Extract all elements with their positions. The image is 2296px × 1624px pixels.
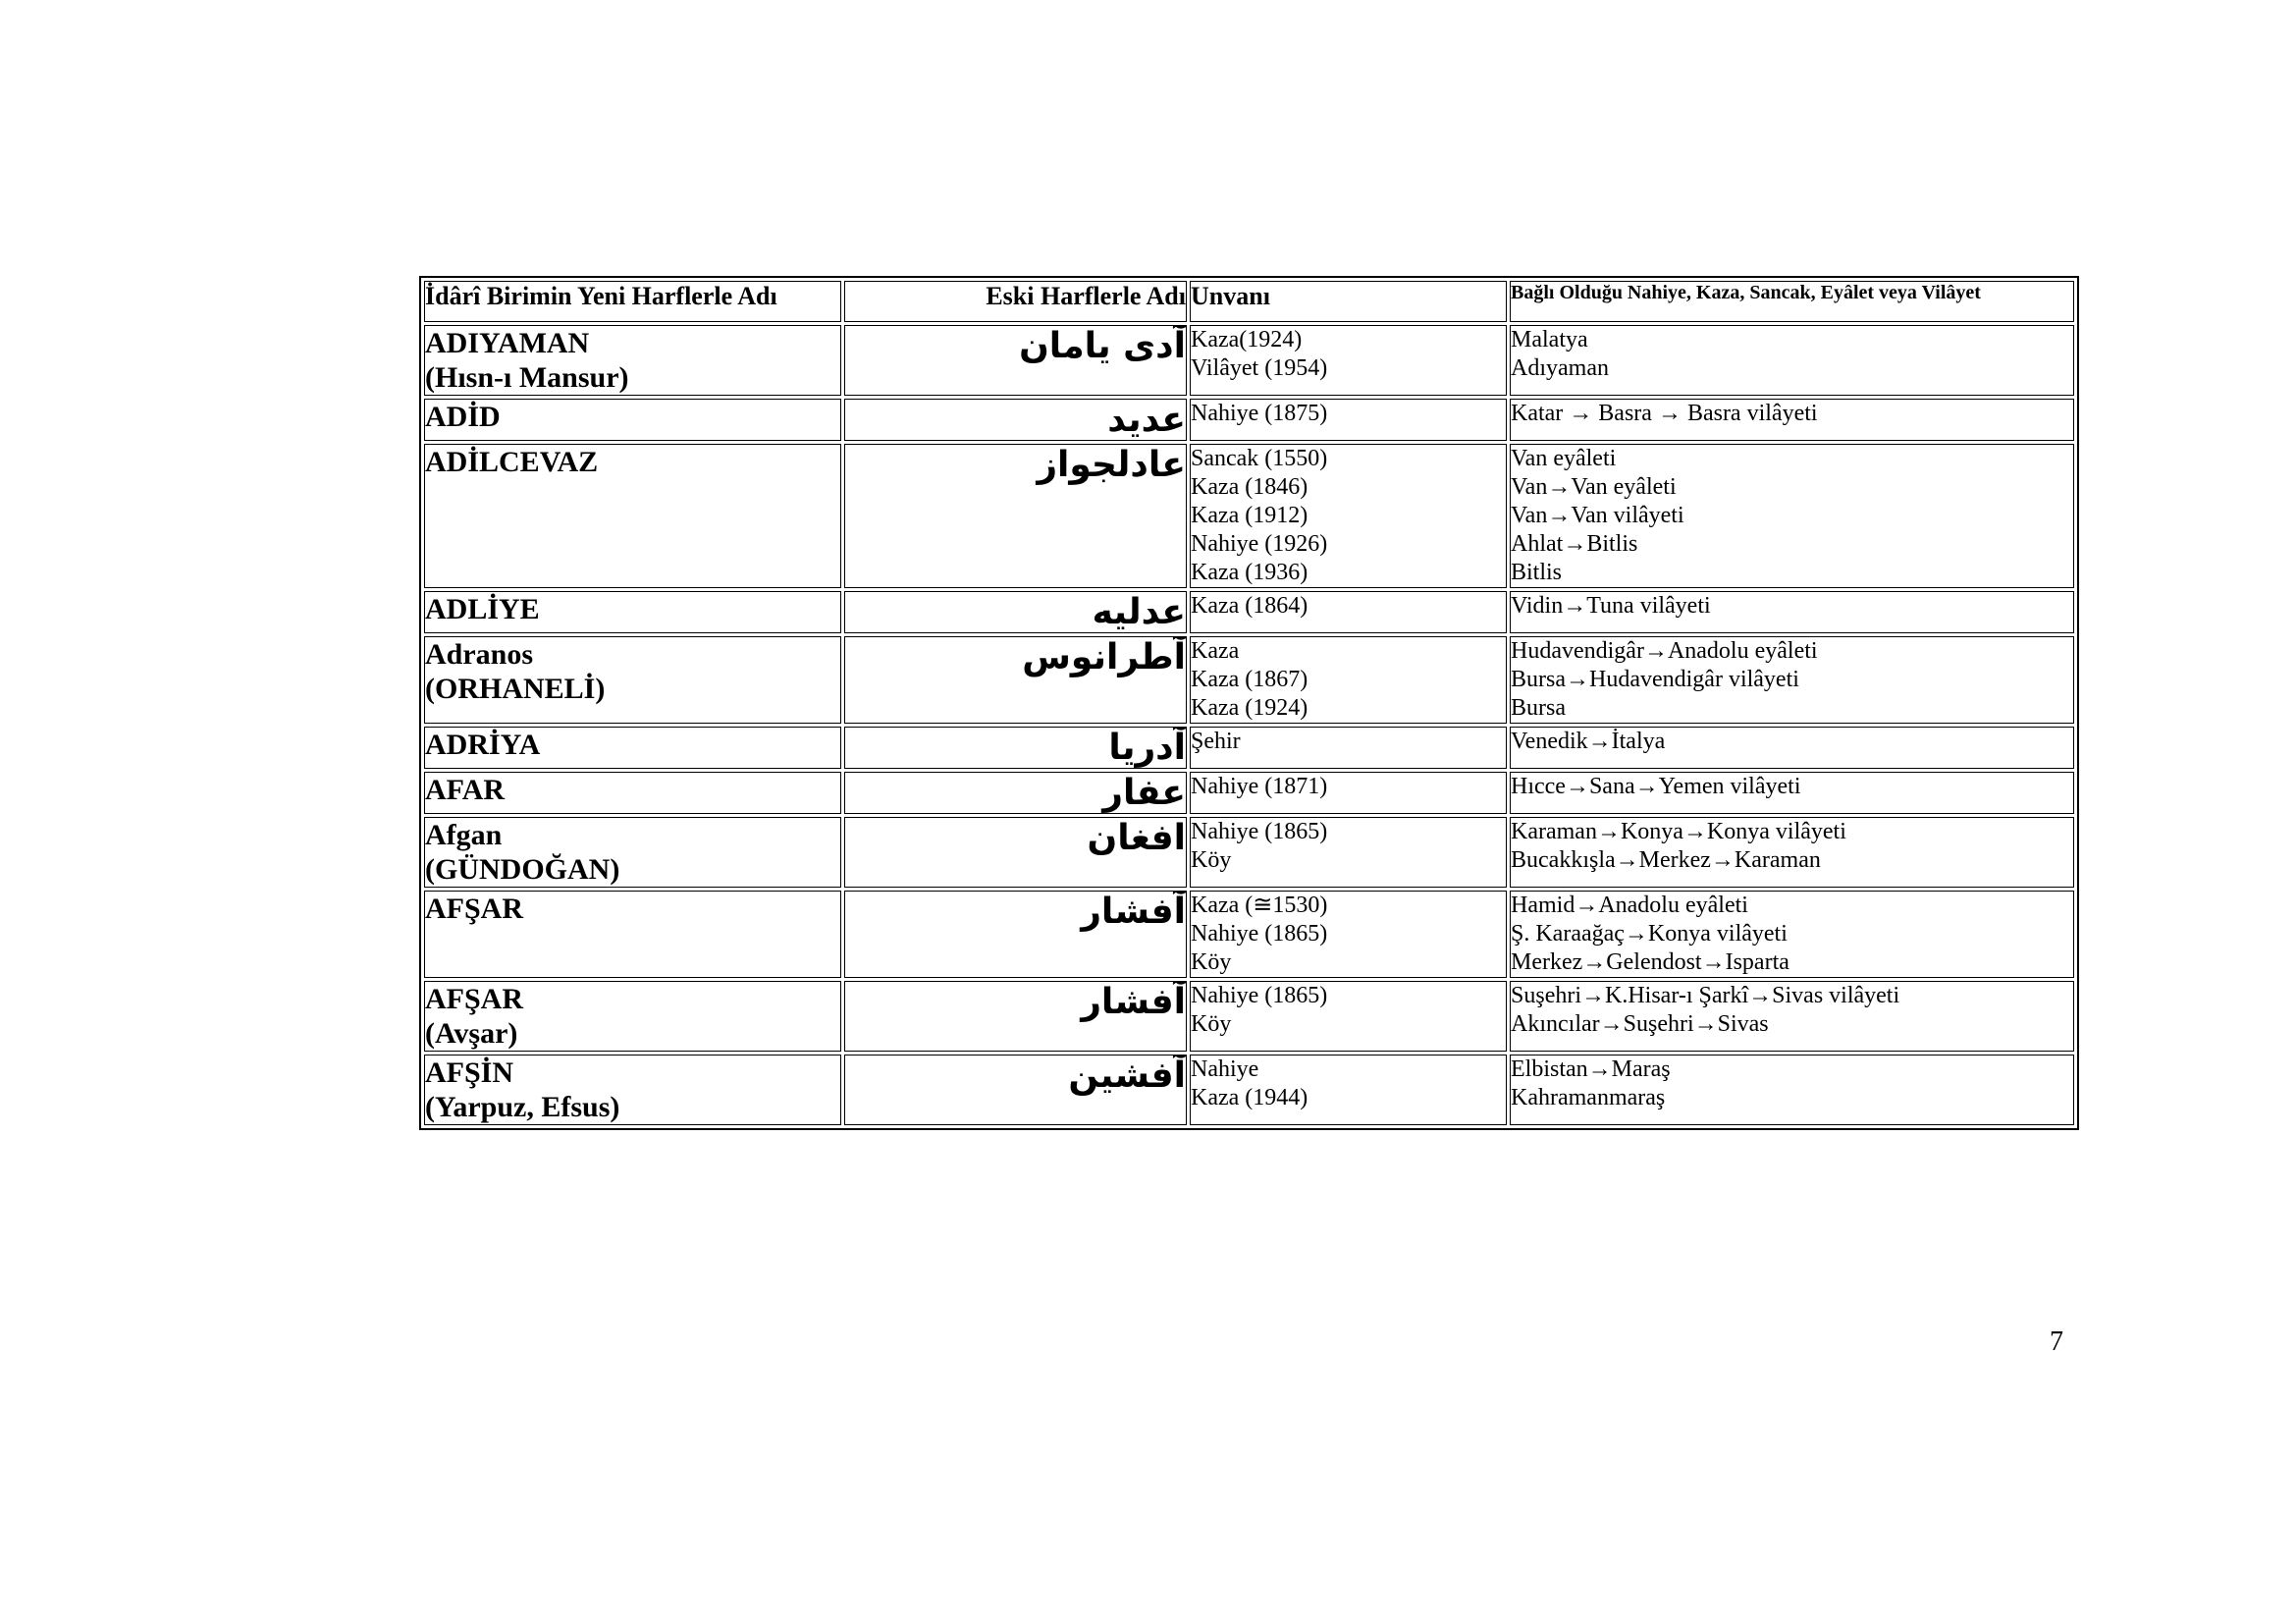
table-row bbox=[424, 325, 2074, 396]
unit-name-line: ADİD bbox=[425, 401, 501, 433]
title-line: Nahiye (1865) bbox=[1191, 819, 1328, 844]
unit-name-line: (ORHANELİ) bbox=[425, 673, 606, 705]
old-script-name-cell: عادلجواز bbox=[844, 444, 1187, 588]
title-line: Kaza (1846) bbox=[1191, 474, 1308, 500]
unit-name-line: Afgan bbox=[425, 819, 503, 851]
title-line: Nahiye bbox=[1191, 1056, 1259, 1082]
table-row bbox=[424, 891, 2074, 978]
unit-name-cell bbox=[424, 891, 841, 978]
title-line: Köy bbox=[1191, 1011, 1232, 1037]
affiliation-cell bbox=[1510, 636, 2074, 724]
unit-name-line: (Yarpuz, Efsus) bbox=[425, 1091, 620, 1123]
title-line: Nahiye (1871) bbox=[1191, 774, 1328, 799]
title-line: Nahiye (1926) bbox=[1191, 531, 1328, 557]
title-cell bbox=[1190, 817, 1507, 888]
affiliation-cell bbox=[1510, 817, 2074, 888]
title-cell bbox=[1190, 981, 1507, 1052]
old-script-name-cell: آفشين bbox=[844, 1055, 1187, 1125]
old-script-name-cell: آفشار bbox=[844, 891, 1187, 978]
title-line: Köy bbox=[1191, 949, 1232, 975]
title-cell bbox=[1190, 1055, 1507, 1125]
affiliation-line: Hudavendigâr→Anadolu eyâleti bbox=[1511, 638, 1818, 664]
old-script-name-cell: آطرانوس bbox=[844, 636, 1187, 724]
affiliation-line: Bursa→Hudavendigâr vilâyeti bbox=[1511, 667, 1799, 692]
unit-name-line: (Hısn-ı Mansur) bbox=[425, 361, 629, 394]
title-line: Kaza (1936) bbox=[1191, 560, 1308, 585]
table-row bbox=[424, 591, 2074, 633]
unit-name-line: ADLİYE bbox=[425, 593, 540, 625]
administrative-units-table bbox=[419, 276, 2079, 1130]
title-line: Şehir bbox=[1191, 729, 1241, 754]
affiliation-line: Van→Van vilâyeti bbox=[1511, 503, 1684, 528]
affiliation-line: Merkez→Gelendost→Isparta bbox=[1511, 949, 1789, 975]
header-title: Unvanı bbox=[1190, 281, 1507, 322]
old-script-name-cell: آفشار bbox=[844, 981, 1187, 1052]
title-line: Kaza(1924) bbox=[1191, 327, 1303, 352]
table-row bbox=[424, 772, 2074, 814]
affiliation-cell bbox=[1510, 591, 2074, 633]
affiliation-cell bbox=[1510, 444, 2074, 588]
affiliation-line: Katar → Basra → Basra vilâyeti bbox=[1511, 401, 1818, 426]
table-row bbox=[424, 444, 2074, 588]
unit-name-line: (GÜNDOĞAN) bbox=[425, 853, 620, 886]
unit-name-cell bbox=[424, 1055, 841, 1125]
affiliation-cell bbox=[1510, 399, 2074, 441]
affiliation-line: Bursa bbox=[1511, 695, 1566, 721]
affiliation-cell bbox=[1510, 981, 2074, 1052]
table-row bbox=[424, 1055, 2074, 1125]
affiliation-line: Van→Van eyâleti bbox=[1511, 474, 1677, 500]
affiliation-line: Ahlat→Bitlis bbox=[1511, 531, 1638, 557]
unit-name-line: (Avşar) bbox=[425, 1017, 518, 1050]
title-cell bbox=[1190, 399, 1507, 441]
header-old-name: Eski Harflerle Adı bbox=[844, 281, 1187, 322]
unit-name-cell bbox=[424, 981, 841, 1052]
unit-name-line: AFAR bbox=[425, 774, 506, 806]
title-line: Kaza (1864) bbox=[1191, 593, 1308, 619]
affiliation-line: Adıyaman bbox=[1511, 355, 1609, 381]
title-cell bbox=[1190, 325, 1507, 396]
affiliation-line: Bitlis bbox=[1511, 560, 1563, 585]
title-line: Kaza (1867) bbox=[1191, 667, 1308, 692]
table-row bbox=[424, 636, 2074, 724]
old-script-name-cell: عدليه bbox=[844, 591, 1187, 633]
affiliation-cell bbox=[1510, 727, 2074, 769]
unit-name-cell bbox=[424, 325, 841, 396]
unit-name-line: ADIYAMAN bbox=[425, 327, 590, 359]
unit-name-line: Adranos bbox=[425, 638, 534, 671]
affiliation-line: Akıncılar→Suşehri→Sivas bbox=[1511, 1011, 1769, 1037]
title-line: Vilâyet (1954) bbox=[1191, 355, 1328, 381]
unit-name-line: AFŞAR bbox=[425, 983, 524, 1015]
title-line: Sancak (1550) bbox=[1191, 446, 1328, 471]
affiliation-cell bbox=[1510, 891, 2074, 978]
table-row bbox=[424, 981, 2074, 1052]
old-script-name-cell: آدى يامان bbox=[844, 325, 1187, 396]
unit-name-line: ADİLCEVAZ bbox=[425, 446, 599, 478]
affiliation-line: Venedik→İtalya bbox=[1511, 729, 1666, 754]
unit-name-line: ADRİYA bbox=[425, 729, 541, 761]
title-line: Kaza (≅1530) bbox=[1191, 893, 1328, 918]
affiliation-line: Hamid→Anadolu eyâleti bbox=[1511, 893, 1748, 918]
affiliation-line: Vidin→Tuna vilâyeti bbox=[1511, 593, 1711, 619]
title-cell bbox=[1190, 636, 1507, 724]
title-line: Kaza (1912) bbox=[1191, 503, 1308, 528]
title-line: Kaza (1924) bbox=[1191, 695, 1308, 721]
affiliation-line: Van eyâleti bbox=[1511, 446, 1617, 471]
affiliation-cell bbox=[1510, 325, 2074, 396]
affiliation-line: Hıcce→Sana→Yemen vilâyeti bbox=[1511, 774, 1801, 799]
affiliation-line: Bucakkışla→Merkez→Karaman bbox=[1511, 847, 1821, 873]
header-affiliation: Bağlı Olduğu Nahiye, Kaza, Sancak, Eyâlet veya Vilâyet bbox=[1510, 281, 2074, 322]
affiliation-line: Karaman→Konya→Konya vilâyeti bbox=[1511, 819, 1846, 844]
affiliation-line: Kahramanmaraş bbox=[1511, 1085, 1666, 1110]
title-line: Nahiye (1875) bbox=[1191, 401, 1328, 426]
affiliation-line: Ş. Karaağaç→Konya vilâyeti bbox=[1511, 921, 1788, 947]
table-row bbox=[424, 727, 2074, 769]
old-script-name-cell: عديد bbox=[844, 399, 1187, 441]
title-cell bbox=[1190, 591, 1507, 633]
title-cell bbox=[1190, 772, 1507, 814]
page-number: 7 bbox=[2050, 1326, 2063, 1357]
affiliation-line: Suşehri→K.Hisar-ı Şarkî→Sivas vilâyeti bbox=[1511, 983, 1900, 1008]
title-cell bbox=[1190, 727, 1507, 769]
affiliation-cell bbox=[1510, 772, 2074, 814]
unit-name-cell bbox=[424, 772, 841, 814]
affiliation-line: Elbistan→Maraş bbox=[1511, 1056, 1671, 1082]
unit-name-cell bbox=[424, 636, 841, 724]
title-cell bbox=[1190, 444, 1507, 588]
affiliation-cell bbox=[1510, 1055, 2074, 1125]
table-header-row bbox=[424, 281, 2074, 322]
unit-name-cell bbox=[424, 444, 841, 588]
unit-name-line: AFŞAR bbox=[425, 893, 524, 925]
table-body bbox=[424, 325, 2074, 1125]
title-line: Köy bbox=[1191, 847, 1232, 873]
affiliation-line: Malatya bbox=[1511, 327, 1588, 352]
title-line: Nahiye (1865) bbox=[1191, 921, 1328, 947]
title-line: Nahiye (1865) bbox=[1191, 983, 1328, 1008]
old-script-name-cell: عفار bbox=[844, 772, 1187, 814]
table-row bbox=[424, 817, 2074, 888]
unit-name-cell bbox=[424, 727, 841, 769]
header-new-name: İdârî Birimin Yeni Harflerle Adı bbox=[424, 281, 841, 322]
unit-name-cell bbox=[424, 591, 841, 633]
unit-name-cell bbox=[424, 817, 841, 888]
unit-name-line: AFŞİN bbox=[425, 1056, 514, 1089]
unit-name-cell bbox=[424, 399, 841, 441]
old-script-name-cell: آدريا bbox=[844, 727, 1187, 769]
title-line: Kaza bbox=[1191, 638, 1240, 664]
table-row bbox=[424, 399, 2074, 441]
title-cell bbox=[1190, 891, 1507, 978]
title-line: Kaza (1944) bbox=[1191, 1085, 1308, 1110]
old-script-name-cell: افغان bbox=[844, 817, 1187, 888]
